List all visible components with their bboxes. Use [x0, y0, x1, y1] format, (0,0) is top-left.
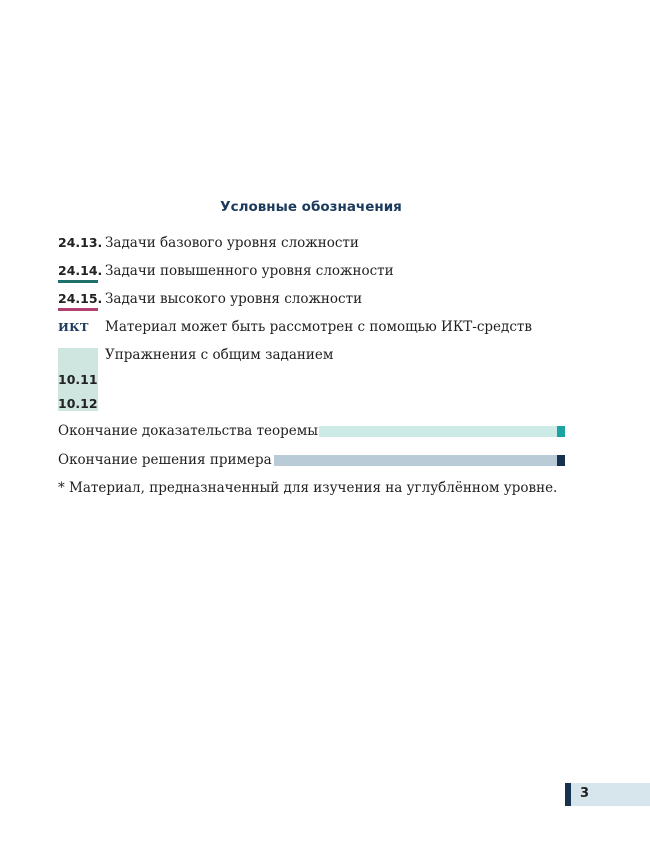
ikt-text: Материал может быть рассмотрен с помощью ИКТ-средств: [105, 319, 532, 335]
theorem-end-text: Окончание доказательства теоремы: [58, 423, 319, 439]
ikt-label: ИКТ: [58, 320, 89, 334]
level-text-high: Задачи высокого уровня сложности: [105, 291, 363, 307]
example-end-bar: [274, 455, 557, 466]
exercise-number-2: 10.12: [58, 396, 98, 411]
level-number-basic: 24.13.: [58, 235, 103, 250]
footnote: * Материал, предназначенный для изучения на углублённом уровне.: [58, 480, 558, 496]
exercise-text: Упражнения с общим заданием: [105, 347, 334, 363]
page-number-tab: [565, 783, 650, 806]
level-text-advanced: Задачи повышенного уровня сложности: [105, 263, 394, 279]
example-end-row: [58, 452, 568, 472]
theorem-end-marker: [557, 426, 565, 437]
page-number-tab-mark: [565, 783, 571, 806]
level-underline-advanced: [58, 280, 98, 283]
page-number: 3: [580, 786, 590, 801]
example-end-marker: [557, 455, 565, 466]
example-end-text: Окончание решения примера: [58, 452, 272, 468]
theorem-end-bar: [319, 426, 557, 437]
level-text-basic: Задачи базового уровня сложности: [105, 235, 359, 251]
level-underline-high: [58, 308, 98, 311]
page-title: Условные обозначения: [220, 199, 402, 215]
level-number-high: 24.15.: [58, 291, 103, 306]
exercise-number-1: 10.11: [58, 372, 98, 387]
level-number-advanced: 24.14.: [58, 263, 103, 278]
theorem-end-row: [58, 423, 568, 443]
